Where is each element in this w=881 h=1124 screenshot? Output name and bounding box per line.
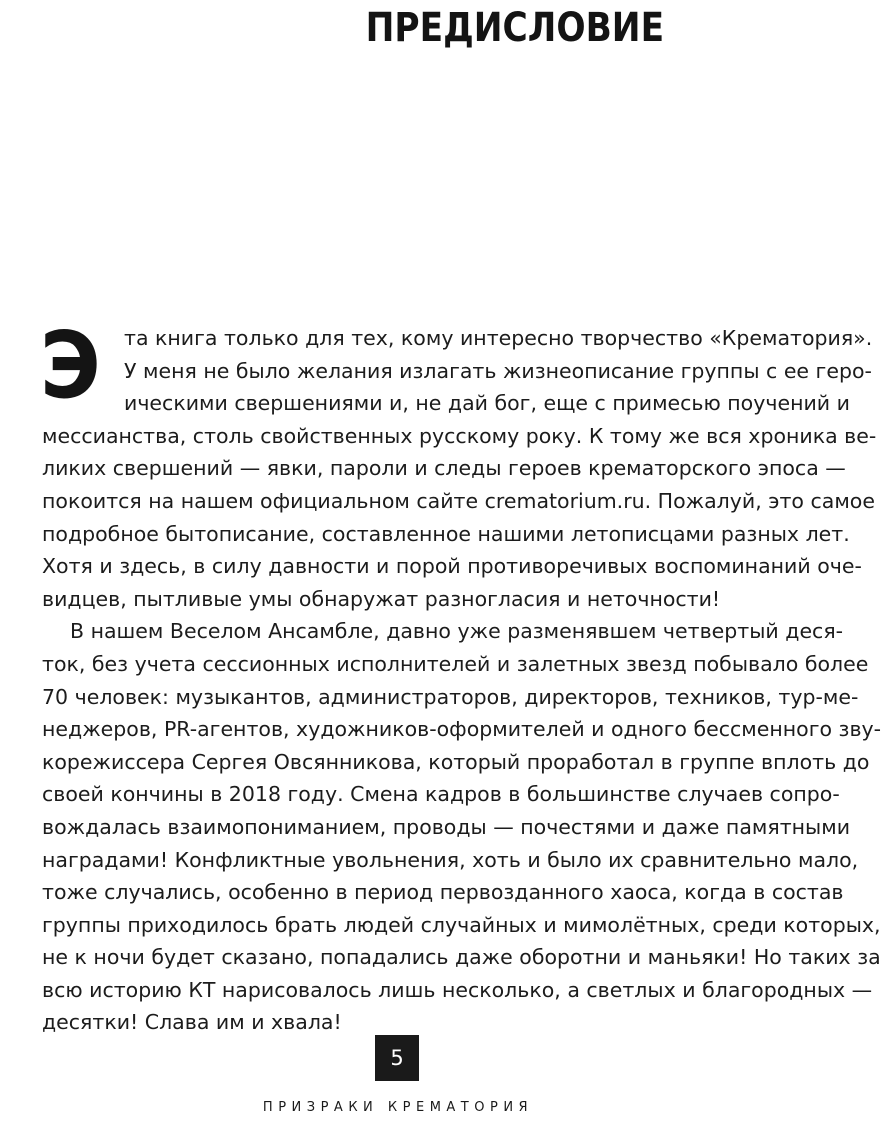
text-line: Хотя и здесь, в силу давности и порой противоречивых воспоминаний оче- — [42, 554, 862, 579]
text-line: У меня не было желания излагать жизнеописание группы с ее геро- — [124, 358, 872, 383]
text-line: та книга только для тех, кому интересно творчество «Крематория». — [124, 326, 873, 350]
text-line: корежиссера Сергея Овсянникова, который проработал в группе вплоть до — [42, 749, 870, 774]
paragraph-1 — [40, 312, 877, 615]
drop-cap: Э — [40, 312, 101, 419]
running-title: ПРИЗРАКИ КРЕМАТОРИЯ — [262, 1100, 534, 1115]
text-line: десятки! Слава им и хвала! — [42, 1010, 342, 1035]
text-line: неджеров, PR-агентов, художников-оформителей и одного бессменного зву- — [42, 717, 881, 742]
text-line: подробное бытописание, составленное нашими летописцами разных лет. — [42, 521, 850, 546]
text-line: всю историю КТ нарисовалось лишь несколько, а светлых и благородных — — [42, 977, 873, 1002]
text-line: вождалась взаимопониманием, проводы — почестями и даже памятными — [42, 814, 851, 839]
text-line: наградами! Конфликтные увольнения, хоть и было их сравнительно мало, — [42, 847, 859, 872]
text-line: не к ночи будет сказано, попадались даже оборотни и маньяки! Но таких за — [42, 945, 881, 970]
text-line: мессианства, столь свойственных русскому року. К тому же вся хроника ве- — [42, 423, 877, 448]
text-line: видцев, пытливые умы обнаружат разногласия и неточности! — [42, 586, 721, 611]
paragraph-2 — [42, 615, 881, 1039]
text-line: ическими свершениями и, не дай бог, еще с примесью поучений и — [124, 391, 850, 416]
page-number: 5 — [375, 1035, 419, 1081]
text-line: 70 человек: музыкантов, администраторов, директоров, техников, тур-ме- — [42, 684, 859, 709]
chapter-title: ПРЕДИСЛОВИЕ — [365, 5, 664, 51]
text-line: группы приходилось брать людей случайных и мимолётных, среди которых, — [42, 912, 881, 937]
text-line: тоже случались, особенно в период первозданного хаоса, когда в состав — [42, 880, 844, 905]
text-line: ток, без учета сессионных исполнителей и залетных звезд побывало более — [42, 651, 869, 676]
text-line: В нашем Веселом Ансамбле, давно уже разменявшем четвертый деся- — [70, 619, 844, 644]
text-line: ликих свершений — явки, пароли и следы героев крематорского эпоса — — [42, 456, 846, 481]
text-line: покоится на нашем официальном сайте crematorium.ru. Пожалуй, это самое — [42, 488, 875, 513]
text-line: своей кончины в 2018 году. Смена кадров в большинстве случаев сопро- — [42, 782, 840, 807]
body-text — [40, 312, 881, 1039]
